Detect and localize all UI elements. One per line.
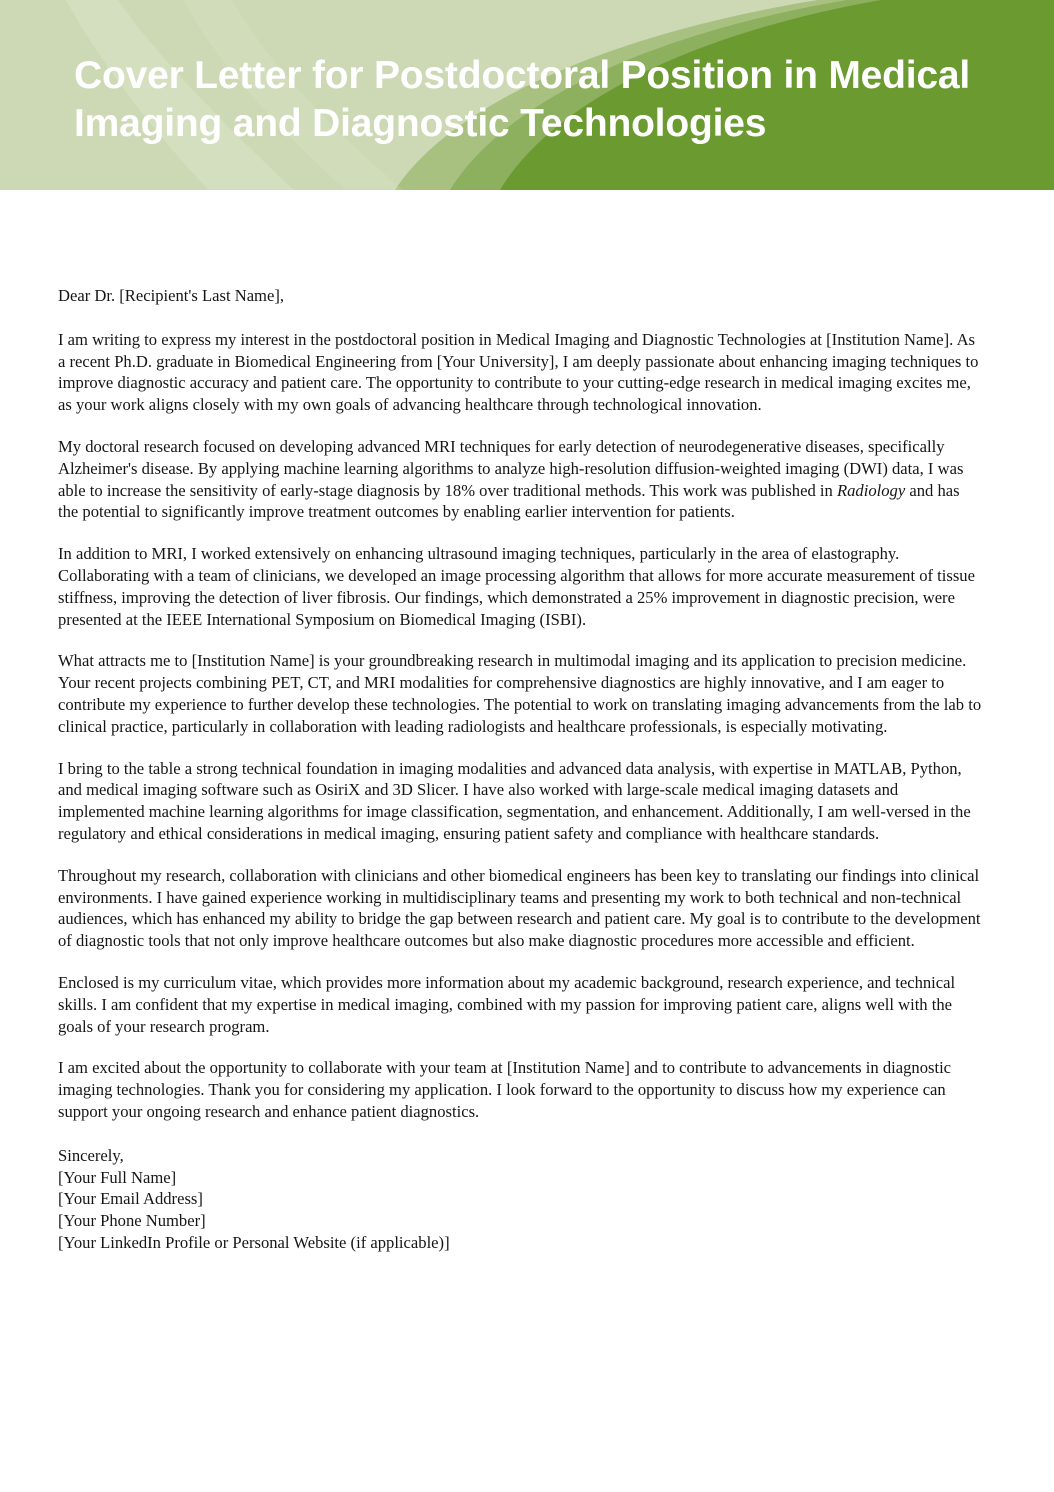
- paragraph-cv-enclosure: Enclosed is my curriculum vitae, which provides more information about my academic background, research experience, and technical skills. I am confident that my expertise in medical imaging, combined with my passion for improving patient care, aligns well with the goals of your research program.: [58, 972, 956, 1036]
- page-title: Cover Letter for Postdoctoral Position in Medical Imaging and Diagnostic Technologies: [74, 54, 970, 145]
- journal-name: Radiology: [836, 480, 906, 500]
- paragraph-ultrasound: In addition to MRI, I worked extensively on enhancing ultrasound imaging techniques, particularly in the area of elastography. Collaborating with a team of clinicians, we developed an image processing algorithm that allows for more accurate measurement of tissue stiffness, improving the detection of liver fibrosis. Our findings, which demonstrated a 25% improvement in diagnostic precision, were presented at the IEEE International Symposium on Biomedical Imaging (ISBI).: [58, 544, 975, 629]
- paragraph-technical-skills: I bring to the table a strong technical foundation in imaging modalities and advanced data analysis, with expertise in MATLAB, Python, and medical imaging software such as OsiriX and 3D Slicer. I have also worked with large-scale medical imaging datasets and implemented machine learning algorithms for image classification, segmentation, and enhancement. Additionally, I am well-versed in the regulatory and ethical considerations in medical imaging, ensuring patient safety and compliance with healthcare standards.: [58, 758, 971, 843]
- signature-block: [58, 1145, 983, 1254]
- signoff-phone: [Your Phone Number]: [58, 1211, 206, 1231]
- paragraph-collaboration: Throughout my research, collaboration with clinicians and other biomedical engineers has been key to translating our findings into clinical environments. I have gained experience working in multidisciplinary teams and presenting my work to both technical and non-technical audiences, which has enhanced my ability to bridge the gap between research and patient care. My goal is to contribute to the development of diagnostic tools that not only improve healthcare outcomes but also make diagnostic procedures more accessible and efficient.: [58, 865, 981, 951]
- research-text-before-journal: My doctoral research focused on developing advanced MRI techniques for early detection of neurodegenerative diseases, specifically Alzheimer's disease. By applying machine learning algorithms to analyze high-resolution diffusion-weighted imaging (DWI) data, I was able to increase the sensitivity of early-stage diagnosis by 18% over traditional methods. This work was published in: [58, 436, 964, 500]
- paragraph-doctoral-research: [58, 436, 983, 523]
- signoff-closing: Sincerely,: [58, 1145, 124, 1165]
- paragraph-closing-statement: I am excited about the opportunity to collaborate with your team at [Institution Name] and to contribute to advancements in diagnostic imaging technologies. Thank you for considering my application. I look forward to the opportunity to discuss how my experience can support your ongoing research and enhance patient diagnostics.: [58, 1058, 952, 1121]
- research-text-after-journal: and has the potential to significantly improve treatment outcomes by enabling earlier intervention for patients.: [58, 480, 960, 522]
- salutation: Dear Dr. [Recipient's Last Name],: [58, 286, 285, 305]
- signoff-full-name: [Your Full Name]: [58, 1167, 177, 1187]
- paragraph-intro: I am writing to express my interest in the postdoctoral position in Medical Imaging and Diagnostic Technologies at [Institution Name]. As a recent Ph.D. graduate in Biomedical Engineering from [Your University], I am deeply passionate about enhancing imaging techniques to improve diagnostic accuracy and patient care. The opportunity to contribute to your cutting-edge research in medical imaging excites me, as your work aligns closely with my own goals of advancing healthcare through technological innovation.: [58, 329, 979, 415]
- paragraph-institution-fit: What attracts me to [Institution Name] is your groundbreaking research in multimodal imaging and its application to precision medicine. Your recent projects combining PET, CT, and MRI modalities for comprehensive diagnostics are highly innovative, and I am eager to contribute my experience to further develop these technologies. The potential to work on translating imaging advancements from the lab to clinical practice, particularly in collaboration with leading radiologists and healthcare professionals, is especially motivating.: [58, 651, 982, 736]
- header-banner: [0, 0, 1054, 196]
- letter-body: [58, 285, 983, 1254]
- signoff-email: [Your Email Address]: [58, 1189, 203, 1209]
- signoff-website: [Your LinkedIn Profile or Personal Website (if applicable)]: [58, 1232, 450, 1252]
